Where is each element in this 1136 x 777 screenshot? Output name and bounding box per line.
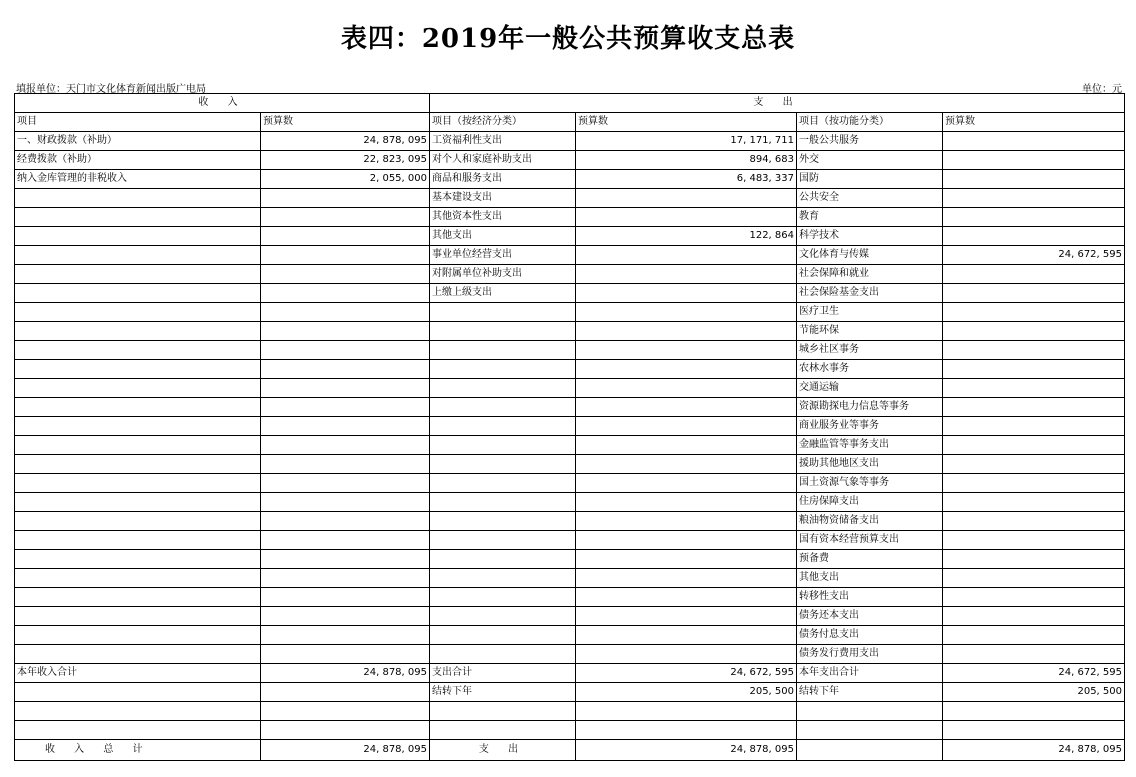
income-item-cell <box>15 550 261 569</box>
empty-cell <box>576 721 797 740</box>
econ-item-cell: 基本建设支出 <box>430 189 576 208</box>
func-item-cell: 援助其他地区支出 <box>797 455 943 474</box>
func-item-cell: 城乡社区事务 <box>797 341 943 360</box>
income-item-cell <box>15 246 261 265</box>
table-row <box>15 607 1125 626</box>
func-budget-cell <box>943 512 1125 531</box>
income-budget-cell <box>261 607 430 626</box>
empty-cell <box>430 702 576 721</box>
func-budget-cell <box>943 284 1125 303</box>
income-item-cell <box>15 208 261 227</box>
econ-item-cell: 商品和服务支出 <box>430 170 576 189</box>
econ-budget-cell <box>576 417 797 436</box>
income-item-cell <box>15 379 261 398</box>
econ-item-cell <box>430 303 576 322</box>
func-grand-total-value: 24, 878, 095 <box>943 740 1125 761</box>
income-total-label: 本年收入合计 <box>15 664 261 683</box>
func-budget-cell: 24, 672, 595 <box>943 246 1125 265</box>
func-budget-cell <box>943 607 1125 626</box>
econ-budget-cell <box>576 246 797 265</box>
income-item-cell <box>15 569 261 588</box>
func-budget-cell <box>943 189 1125 208</box>
econ-budget-cell: 122, 864 <box>576 227 797 246</box>
econ-budget-cell <box>576 379 797 398</box>
income-budget-cell <box>261 398 430 417</box>
func-item-cell: 债务付息支出 <box>797 626 943 645</box>
income-item-cell <box>15 493 261 512</box>
page-title: 表四：2019年一般公共预算收支总表 <box>340 24 796 54</box>
carry-over-label: 结转下年 <box>430 683 576 702</box>
table-row <box>15 436 1125 455</box>
econ-item-cell <box>430 626 576 645</box>
column-header-item: 项目 <box>15 113 261 132</box>
table-row <box>15 132 1125 151</box>
econ-budget-cell <box>576 474 797 493</box>
grand-total-row <box>15 740 1125 761</box>
column-header-row <box>15 113 1125 132</box>
column-header-budget: 预算数 <box>261 113 430 132</box>
econ-item-cell <box>430 341 576 360</box>
econ-budget-cell: 6, 483, 337 <box>576 170 797 189</box>
func-item-cell: 债务还本支出 <box>797 607 943 626</box>
econ-budget-cell <box>576 360 797 379</box>
func-item-cell: 国有资本经营预算支出 <box>797 531 943 550</box>
income-item-cell <box>15 284 261 303</box>
income-item-cell <box>15 607 261 626</box>
income-budget-cell <box>261 626 430 645</box>
income-budget-cell <box>261 246 430 265</box>
empty-cell <box>261 683 430 702</box>
income-grand-total-value: 24, 878, 095 <box>261 740 430 761</box>
column-header-budget2: 预算数 <box>576 113 797 132</box>
econ-budget-cell <box>576 303 797 322</box>
econ-budget-cell <box>576 607 797 626</box>
func-budget-cell <box>943 265 1125 284</box>
func-budget-cell <box>943 626 1125 645</box>
table-row <box>15 303 1125 322</box>
func-budget-cell <box>943 360 1125 379</box>
income-item-cell: 纳入金库管理的非税收入 <box>15 170 261 189</box>
income-item-cell <box>15 455 261 474</box>
econ-item-cell: 工资福利性支出 <box>430 132 576 151</box>
func-item-cell: 节能环保 <box>797 322 943 341</box>
econ-item-cell: 对个人和家庭补助支出 <box>430 151 576 170</box>
table-row <box>15 265 1125 284</box>
table-row <box>15 322 1125 341</box>
func-budget-cell <box>943 474 1125 493</box>
income-budget-cell <box>261 189 430 208</box>
func-item-cell: 国土资源气象等事务 <box>797 474 943 493</box>
func-item-cell: 国防 <box>797 170 943 189</box>
econ-item-cell <box>430 493 576 512</box>
income-budget-cell: 2, 055, 000 <box>261 170 430 189</box>
income-budget-cell <box>261 208 430 227</box>
empty-cell <box>943 721 1125 740</box>
func-item-cell: 粮油物资储备支出 <box>797 512 943 531</box>
table-row <box>15 398 1125 417</box>
carry-over-row <box>15 683 1125 702</box>
table-row <box>15 626 1125 645</box>
income-budget-cell <box>261 227 430 246</box>
income-budget-cell <box>261 474 430 493</box>
func-budget-cell <box>943 645 1125 664</box>
income-budget-cell <box>261 360 430 379</box>
income-budget-cell <box>261 284 430 303</box>
econ-item-cell <box>430 645 576 664</box>
table-row <box>15 474 1125 493</box>
income-item-cell <box>15 626 261 645</box>
income-item-cell <box>15 341 261 360</box>
table-row <box>15 550 1125 569</box>
func-item-cell: 金融监管等事务支出 <box>797 436 943 455</box>
func-budget-cell <box>943 132 1125 151</box>
econ-budget-cell <box>576 626 797 645</box>
income-budget-cell <box>261 303 430 322</box>
econ-budget-cell <box>576 265 797 284</box>
income-item-cell <box>15 398 261 417</box>
func-budget-cell <box>943 151 1125 170</box>
empty-cell <box>797 702 943 721</box>
econ-budget-cell <box>576 398 797 417</box>
table-row <box>15 645 1125 664</box>
econ-budget-cell <box>576 455 797 474</box>
econ-budget-cell: 17, 171, 711 <box>576 132 797 151</box>
func-budget-cell <box>943 455 1125 474</box>
blank-row <box>15 702 1125 721</box>
func-budget-cell <box>943 569 1125 588</box>
func-item-cell: 文化体育与传媒 <box>797 246 943 265</box>
func-budget-cell <box>943 227 1125 246</box>
income-item-cell <box>15 531 261 550</box>
column-header-func: 项目（按功能分类） <box>797 113 943 132</box>
econ-budget-cell: 894, 683 <box>576 151 797 170</box>
column-header-budget3: 预算数 <box>943 113 1125 132</box>
group-header-row <box>15 94 1125 113</box>
income-budget-cell <box>261 417 430 436</box>
empty-cell <box>797 721 943 740</box>
econ-budget-cell <box>576 341 797 360</box>
func-budget-cell <box>943 208 1125 227</box>
empty-cell <box>261 721 430 740</box>
econ-item-cell <box>430 417 576 436</box>
income-item-cell <box>15 189 261 208</box>
econ-item-cell <box>430 512 576 531</box>
income-budget-cell <box>261 588 430 607</box>
table-row <box>15 455 1125 474</box>
func-budget-cell <box>943 322 1125 341</box>
blank-row <box>15 721 1125 740</box>
func-budget-cell <box>943 550 1125 569</box>
econ-item-cell <box>430 588 576 607</box>
econ-item-cell <box>430 322 576 341</box>
income-item-cell <box>15 474 261 493</box>
econ-budget-cell <box>576 588 797 607</box>
econ-budget-cell <box>576 208 797 227</box>
income-item-cell <box>15 265 261 284</box>
income-budget-cell <box>261 265 430 284</box>
func-budget-cell <box>943 588 1125 607</box>
empty-cell <box>430 721 576 740</box>
income-budget-cell <box>261 512 430 531</box>
income-item-cell: 一、财政拨款（补助） <box>15 132 261 151</box>
econ-budget-cell <box>576 284 797 303</box>
empty-cell <box>576 702 797 721</box>
income-budget-cell <box>261 531 430 550</box>
func-item-cell: 债务发行费用支出 <box>797 645 943 664</box>
func-carry-over-value: 205, 500 <box>943 683 1125 702</box>
func-item-cell: 医疗卫生 <box>797 303 943 322</box>
func-budget-cell <box>943 170 1125 189</box>
income-item-cell: 经费拨款（补助） <box>15 151 261 170</box>
income-budget-cell <box>261 645 430 664</box>
table-row <box>15 227 1125 246</box>
income-item-cell <box>15 645 261 664</box>
func-item-cell: 公共安全 <box>797 189 943 208</box>
func-item-cell: 商业服务业等事务 <box>797 417 943 436</box>
table-row <box>15 189 1125 208</box>
econ-budget-cell <box>576 436 797 455</box>
empty-cell <box>15 683 261 702</box>
econ-item-cell: 事业单位经营支出 <box>430 246 576 265</box>
func-carry-over-label: 结转下年 <box>797 683 943 702</box>
table-row <box>15 417 1125 436</box>
econ-item-cell: 其他资本性支出 <box>430 208 576 227</box>
func-item-cell: 教育 <box>797 208 943 227</box>
summary-row <box>15 664 1125 683</box>
income-budget-cell <box>261 493 430 512</box>
table-row <box>15 208 1125 227</box>
func-budget-cell <box>943 436 1125 455</box>
func-item-cell: 转移性支出 <box>797 588 943 607</box>
carry-over-value: 205, 500 <box>576 683 797 702</box>
income-budget-cell <box>261 569 430 588</box>
income-budget-cell <box>261 379 430 398</box>
econ-item-cell <box>430 360 576 379</box>
expense-total-label: 支出合计 <box>430 664 576 683</box>
func-budget-cell <box>943 493 1125 512</box>
table-row <box>15 151 1125 170</box>
table-row <box>15 284 1125 303</box>
income-budget-cell <box>261 455 430 474</box>
table-row <box>15 512 1125 531</box>
func-budget-cell <box>943 398 1125 417</box>
expense-total-value: 24, 672, 595 <box>576 664 797 683</box>
table-row <box>15 246 1125 265</box>
econ-budget-cell <box>576 512 797 531</box>
func-item-cell: 一般公共服务 <box>797 132 943 151</box>
income-item-cell <box>15 360 261 379</box>
table-row <box>15 341 1125 360</box>
econ-item-cell <box>430 398 576 417</box>
income-item-cell <box>15 417 261 436</box>
func-item-cell: 科学技术 <box>797 227 943 246</box>
econ-budget-cell <box>576 322 797 341</box>
table-row <box>15 493 1125 512</box>
econ-budget-cell <box>576 550 797 569</box>
econ-item-cell <box>430 607 576 626</box>
econ-item-cell <box>430 531 576 550</box>
econ-item-cell: 其他支出 <box>430 227 576 246</box>
income-budget-cell: 22, 823, 095 <box>261 151 430 170</box>
econ-budget-cell <box>576 531 797 550</box>
table-row <box>15 360 1125 379</box>
econ-item-cell <box>430 379 576 398</box>
econ-item-cell: 对附属单位补助支出 <box>430 265 576 284</box>
income-item-cell <box>15 227 261 246</box>
empty-cell <box>15 721 261 740</box>
func-item-cell: 交通运输 <box>797 379 943 398</box>
func-total-value: 24, 672, 595 <box>943 664 1125 683</box>
income-item-cell <box>15 436 261 455</box>
func-item-cell: 社会保险基金支出 <box>797 284 943 303</box>
column-header-econ: 项目（按经济分类） <box>430 113 576 132</box>
func-item-cell: 外交 <box>797 151 943 170</box>
func-budget-cell <box>943 417 1125 436</box>
econ-budget-cell <box>576 493 797 512</box>
income-budget-cell <box>261 436 430 455</box>
expense-grand-total-label: 支 出 <box>430 740 576 761</box>
empty-cell <box>15 702 261 721</box>
expense-group-header: 支 出 <box>430 94 1125 113</box>
empty-cell <box>943 702 1125 721</box>
table-row <box>15 379 1125 398</box>
econ-item-cell <box>430 569 576 588</box>
income-total-value: 24, 878, 095 <box>261 664 430 683</box>
econ-item-cell <box>430 474 576 493</box>
table-row <box>15 531 1125 550</box>
currency-unit: 单位：元 <box>1082 84 1122 95</box>
func-item-cell: 其他支出 <box>797 569 943 588</box>
reporting-unit: 填报单位：天门市文化体育新闻出版广电局 <box>16 84 206 95</box>
func-item-cell: 资源勘探电力信息等事务 <box>797 398 943 417</box>
econ-budget-cell <box>576 569 797 588</box>
empty-cell <box>261 702 430 721</box>
table-row <box>15 588 1125 607</box>
func-budget-cell <box>943 303 1125 322</box>
table-row <box>15 170 1125 189</box>
income-item-cell <box>15 322 261 341</box>
table-row <box>15 569 1125 588</box>
econ-item-cell <box>430 455 576 474</box>
func-budget-cell <box>943 531 1125 550</box>
econ-budget-cell <box>576 189 797 208</box>
econ-item-cell <box>430 436 576 455</box>
econ-item-cell <box>430 550 576 569</box>
income-group-header: 收 入 <box>15 94 430 113</box>
income-item-cell <box>15 303 261 322</box>
income-budget-cell: 24, 878, 095 <box>261 132 430 151</box>
income-budget-cell <box>261 550 430 569</box>
econ-budget-cell <box>576 645 797 664</box>
income-budget-cell <box>261 322 430 341</box>
income-grand-total-label: 收 入 总 计 <box>15 740 261 761</box>
income-item-cell <box>15 588 261 607</box>
func-budget-cell <box>943 379 1125 398</box>
func-item-cell: 社会保障和就业 <box>797 265 943 284</box>
income-item-cell <box>15 512 261 531</box>
func-total-label: 本年支出合计 <box>797 664 943 683</box>
func-item-cell: 预备费 <box>797 550 943 569</box>
func-budget-cell <box>943 341 1125 360</box>
income-budget-cell <box>261 341 430 360</box>
expense-grand-total-value: 24, 878, 095 <box>576 740 797 761</box>
func-item-cell: 农林水事务 <box>797 360 943 379</box>
econ-item-cell: 上缴上级支出 <box>430 284 576 303</box>
empty-cell <box>797 740 943 761</box>
func-item-cell: 住房保障支出 <box>797 493 943 512</box>
budget-table <box>14 93 1125 761</box>
